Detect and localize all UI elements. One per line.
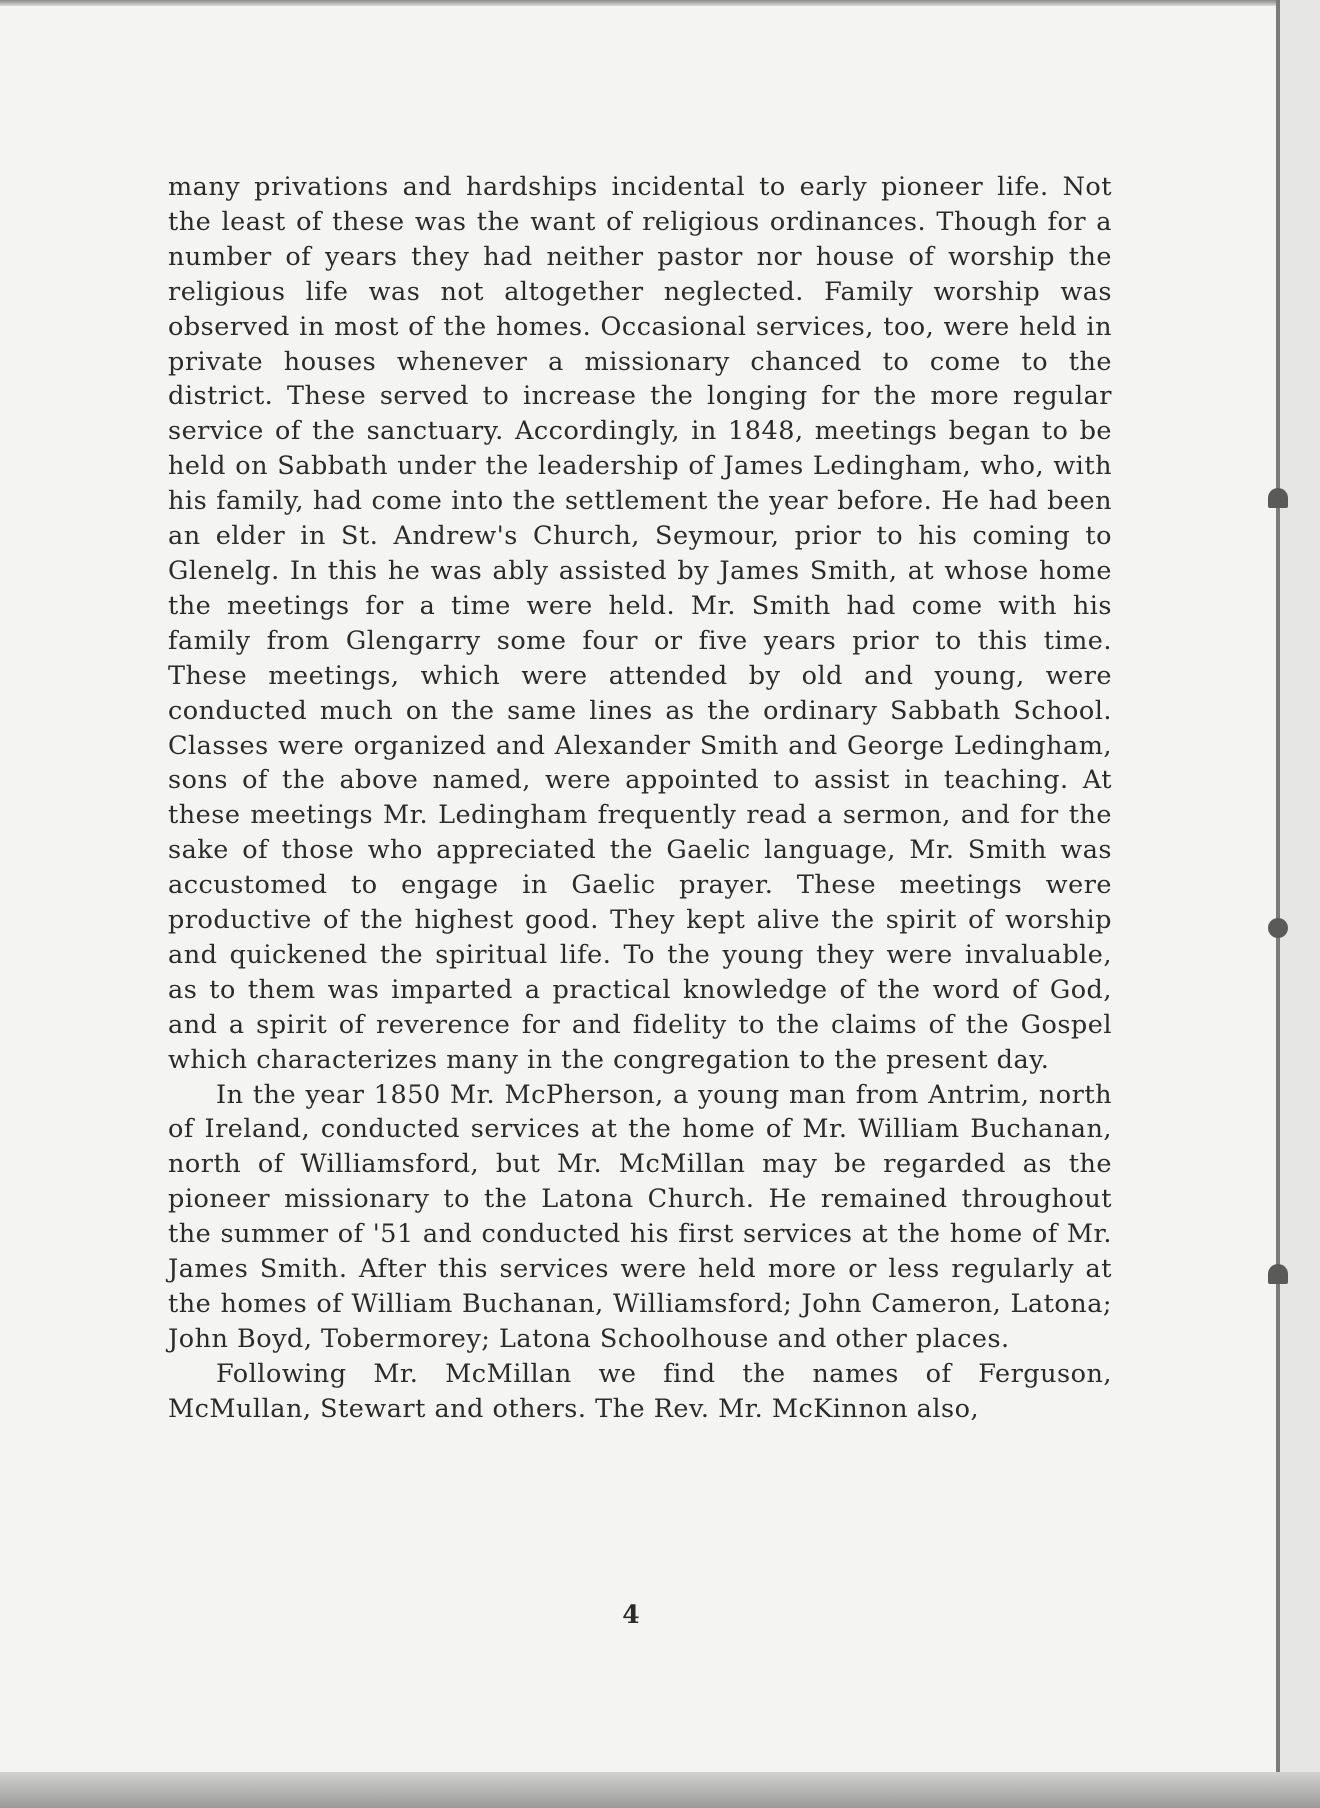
binding-stitch: [1268, 488, 1288, 508]
paragraph: Following Mr. McMillan we find the names of Ferguson, McMullan, Stewart and others. The Rev. Mr. McKinnon also,: [168, 1358, 1112, 1424]
binding-stitch: [1268, 918, 1288, 938]
binding-margin: [1280, 0, 1320, 1808]
paragraph: In the year 1850 Mr. McPherson, a young man from Antrim, north of Ireland, conducted services at the home of Mr. William Buchanan, north of Williamsford, but Mr. McMillan may be regarded as the pioneer missionary to the Latona Church. He remained throughout the summer of '51 and conducted his first services at the home of Mr. James Smith. After this services were held more or less regularly at the homes of William Buchanan, Williamsford; John Cameron, Latona; John Boyd, Tobermorey; Latona Schoolhouse and other places.: [168, 1079, 1112, 1354]
body-text: [168, 170, 1112, 1427]
page-number: 4: [622, 1600, 640, 1629]
binding-stitch: [1268, 1264, 1288, 1284]
page-bottom-edge: [0, 1772, 1320, 1808]
paragraph: many privations and hardships incidental to early pioneer life. Not the least of these was the want of religious ordinances. Though for a number of years they had neither pastor nor house of worship the religious life was not altogether neglected. Family worship was observed in most of the homes. Occasional services, too, were held in private houses whenever a missionary chanced to come to the district. These served to increase the longing for the more regular service of the sanctuary. Accordingly, in 1848, meetings began to be held on Sabbath under the leadership of James Ledingham, who, with his family, had come into the settlement the year before. He had been an elder in St. Andrew's Church, Seymour, prior to his coming to Glenelg. In this he was ably assisted by James Smith, at whose home the meetings for a time were held. Mr. Smith had come with his family from Glengarry some four or five years prior to this time. These meetings, which were attended by old and young, were conducted much on the same lines as the ordinary Sabbath School. Classes were organized and Alexander Smith and George Ledingham, sons of the above named, were appointed to assist in teaching. At these meetings Mr. Ledingham frequently read a sermon, and for the sake of those who appreciated the Gaelic language, Mr. Smith was accustomed to engage in Gaelic prayer. These meetings were productive of the highest good. They kept alive the spirit of worship and quickened the spiritual life. To the young they were invaluable, as to them was imparted a practical knowledge of the word of God, and a spirit of reverence for and fidelity to the claims of the Gospel which characterizes many in the congregation to the present day.: [168, 172, 1112, 1075]
page-top-edge: [0, 0, 1320, 6]
